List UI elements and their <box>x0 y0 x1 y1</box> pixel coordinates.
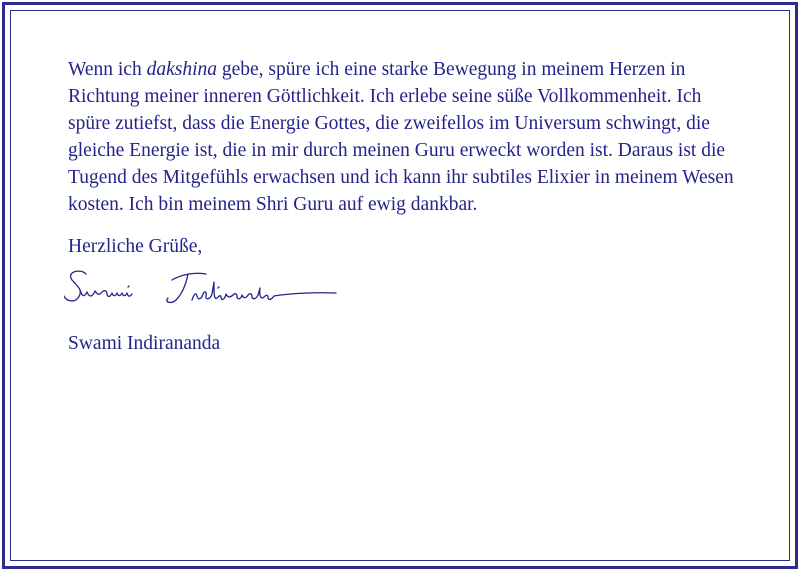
emphasized-word: dakshina <box>146 59 217 80</box>
closing-greeting: Herzliche Grüße, <box>68 236 203 257</box>
paragraph-text-rest: gebe, spüre ich eine starke Bewegung in meinem Herzen in Richtung meiner inneren Göttlichkeit. Ich erlebe seine süße Vollkommenheit. Ich spüre zutiefst, dass die Energie Gottes, die zweifellos im Universum schwingt, die gleiche Energie ist, die in mir durch meinen Guru erweckt worden ist. Daraus ist die Tugend des Mitgefühls erwachsen und ich kann ihr subtiles Elixier in meinem Wesen kosten. Ich bin meinem Shri Guru auf ewig dankbar. <box>68 59 734 215</box>
letter-paragraph <box>68 56 748 218</box>
letter-body <box>68 56 748 357</box>
paragraph-text-start: Wenn ich <box>68 59 147 80</box>
signatory-name: Swami Indirananda <box>68 333 221 354</box>
handwritten-signature <box>64 266 364 318</box>
